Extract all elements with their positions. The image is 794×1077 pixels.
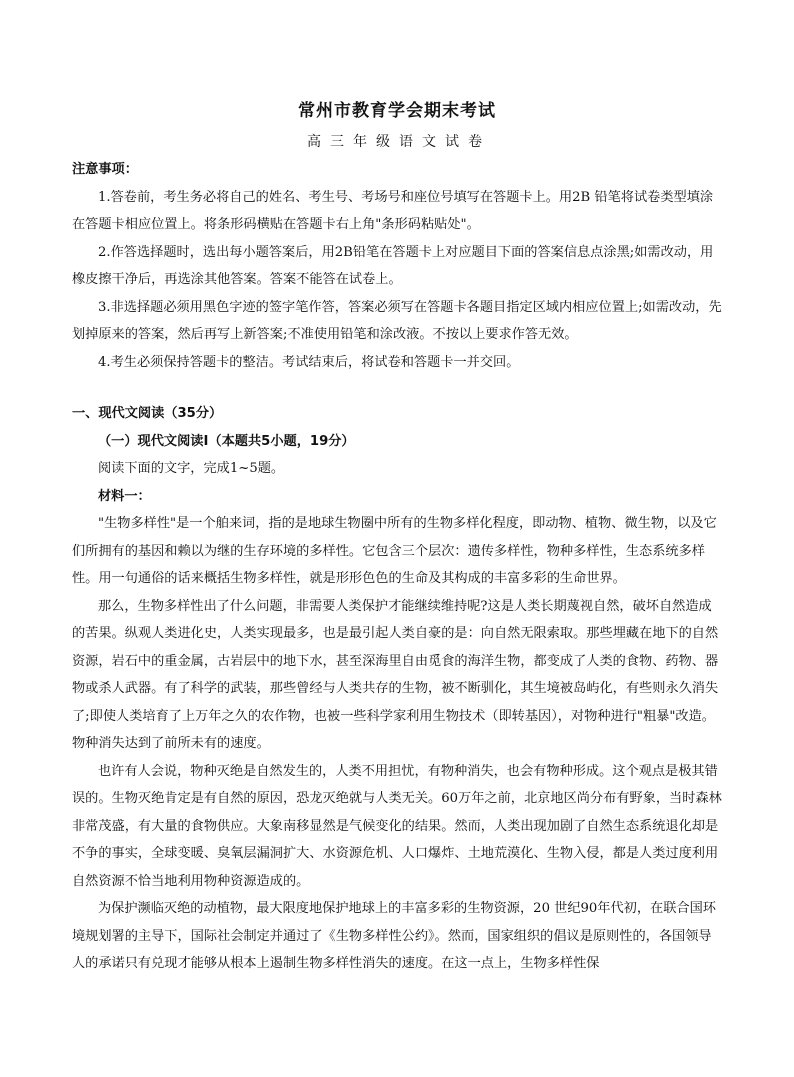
material-paragraph-4: 为保护濒临灭绝的动植物，最大限度地保护地球上的丰富多彩的生物资源，20 世纪90年代初，在联合国环境规划署的主导下，国际社会制定并通过了《生物多样性公约》。然而，国家组织的倡议是原则性的，各国领导人的承诺只有兑现才能够从根本上遏制生物多样性消失的速度。在这一点上，生物多样性保: [72, 901, 716, 971]
section-heading: 一、现代文阅读（35分）: [72, 406, 223, 421]
notice-heading: 注意事项：: [72, 162, 138, 177]
material-paragraph-2: 那么，生物多样性出了什么问题，非需要人类保护才能继续维持呢?这是人类长期蔑视自然，破坏自然造成的苦果。纵观人类进化史，人类实现最多，也是最引起人类自豪的是：向自然无限索取。那些埋藏在地下的自然资源，岩石中的重金属，古岩层中的地下水，甚至深海里自由觅食的海洋生物，都变成了人类的食物、药物、器物或杀人武器。有了科学的武装，那些曾经与人类共存的生物，被不断驯化，其生境被岛屿化，有些则永久消失了;即使人类培育了上万年之久的农作物，也被一些科学家利用生物技术（即转基因），对物种进行"粗暴"改造。物种消失达到了前所未有的速度。: [72, 598, 719, 751]
material-paragraph-3: 也许有人会说，物种灭绝是自然发生的，人类不用担忧，有物种消失，也会有物种形成。这个观点是极其错误的。生物灭绝肯定是有自然的原因，恐龙灭绝就与人类无关。60万年之前，北京地区尚分布有野象，当时森林非常茂盛，有大量的食物供应。大象南移显然是气候变化的结果。然而，人类出现加剧了自然生态系统退化却是不争的事实，全球变暖、臭氧层漏洞扩大、水资源危机、人口爆炸、土地荒漠化、生物入侵，都是人类过度利用自然资源不恰当地利用物种资源造成的。: [72, 763, 722, 889]
material-paragraph-1: "生物多样性"是一个舶来词，指的是地球生物圈中所有的生物多样化程度，即动物、植物、微生物，以及它们所拥有的基因和赖以为继的生存环境的多样性。它包含三个层次：遗传多样性，物种多样性，生态系统多样性。用一句通俗的话来概括生物多样性，就是形形色色的生命及其构成的丰富多彩的生命世界。: [72, 516, 717, 586]
reading-instruction: 阅读下面的文字，完成1~5题。: [98, 461, 285, 476]
notice-item-4: 4.考生必须保持答题卡的整洁。考试结束后，将试卷和答题卡一并交回。: [98, 354, 520, 370]
page-title: 常州市教育学会期末考试: [298, 101, 496, 121]
notice-section: [72, 156, 722, 376]
notice-item-3: 3.非选择题必须用黑色字迹的签字笔作答，答案必须写在答题卡各题目指定区域内相应位置上;如需改动，先划掉原来的答案，然后再写上新答案;不准使用铅笔和涂改液。不按以上要求作答无效。: [72, 299, 722, 342]
subsection-heading: （一）现代文阅读Ⅰ（本题共5小题，19分）: [98, 433, 355, 449]
notice-item-2: 2.作答选择题时，选出每小题答案后，用2B铅笔在答题卡上对应题目下面的答案信息点涂黑;如需改动，用橡皮擦干净后，再选涂其他答案。答案不能答在试卷上。: [72, 244, 714, 287]
material-label: 材料一：: [98, 488, 151, 504]
reading-section: [72, 400, 722, 978]
notice-item-1: 1.答卷前，考生务必将自己的姓名、考生号、考场号和座位号填写在答题卡上。用2B 铅笔将试卷类型填涂在答题卡相应位置上。将条形码横贴在答题卡右上角"条形码粘贴处"。: [72, 189, 714, 232]
page-subtitle: 高三年级语文试卷: [307, 134, 491, 150]
